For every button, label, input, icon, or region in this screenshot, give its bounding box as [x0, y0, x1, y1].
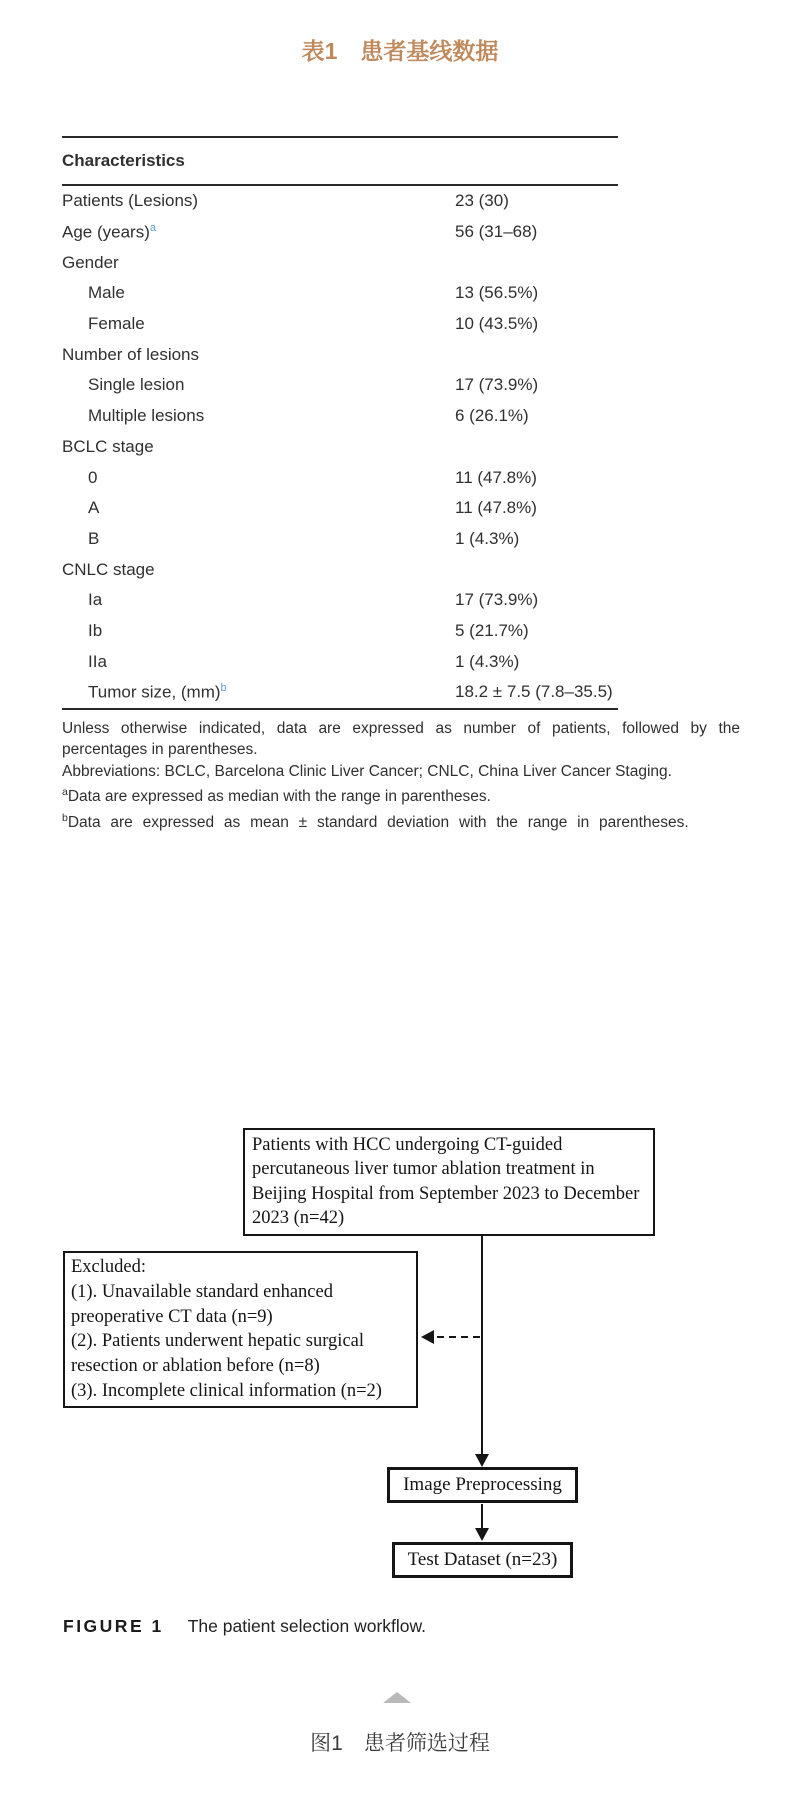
table-title-zh: 表1 患者基线数据	[301, 38, 499, 64]
table-footnote: $^b$Data are expressed as mean ± standard deviation with the range in parentheses.	[62, 811, 689, 831]
test-dataset-label: Test Dataset (n=23)	[407, 1549, 558, 1570]
excluded-items	[71, 1280, 410, 1404]
row-value: 11 (47.8%)	[455, 467, 537, 487]
row-value: 6 (26.1%)	[455, 406, 529, 426]
row-value: 18.2 ± 7.5 (7.8–35.5)	[455, 682, 613, 702]
table-row	[62, 646, 618, 677]
row-value: 23 (30)	[455, 191, 509, 211]
row-label: Age (years)$^a$	[62, 221, 156, 242]
figure-caption-text: The patient selection workflow.	[187, 1616, 427, 1636]
figure-caption-zh: 图1 患者筛选过程	[310, 1732, 490, 1755]
row-label: Multiple lesions	[88, 406, 205, 426]
table-row	[62, 370, 618, 401]
table-footnote: Abbreviations: BCLC, Barcelona Clinic Liver Cancer; CNLC, China Liver Cancer Staging.	[62, 762, 672, 780]
flow-arrowhead-down-1	[475, 1454, 489, 1467]
row-value: 13 (56.5%)	[455, 283, 539, 303]
table-row	[62, 309, 618, 340]
figure-caption-label: FIGURE 1	[63, 1616, 164, 1636]
table-footnote: $^a$Data are expressed as median with the range in parentheses.	[62, 786, 491, 806]
row-label: B	[88, 528, 100, 548]
row-label: A	[88, 498, 100, 518]
figure1-flowchart	[0, 1120, 800, 1600]
row-value: 17 (73.9%)	[455, 375, 539, 395]
row-value: 10 (43.5%)	[455, 314, 539, 334]
table-header-label: Characteristics	[62, 151, 185, 170]
table-row	[62, 677, 618, 708]
table-row	[62, 278, 618, 309]
row-label: Ib	[88, 620, 103, 640]
table-row	[62, 585, 618, 616]
row-label: Patients (Lesions)	[62, 191, 199, 211]
flow-box-test-dataset	[392, 1542, 573, 1578]
table-row	[62, 217, 618, 248]
footnote-marker: a	[62, 786, 68, 799]
table-row	[62, 401, 618, 432]
flow-box-excluded	[63, 1251, 418, 1408]
table-row	[62, 462, 618, 493]
table-footnote: Unless otherwise indicated, data are expressed as number of patients, followed by the percentages in parentheses.	[62, 720, 740, 759]
flow-box-patients	[243, 1128, 655, 1236]
collapse-triangle-icon[interactable]	[383, 1692, 411, 1703]
row-label: Single lesion	[88, 375, 185, 395]
row-label: IIa	[88, 651, 107, 671]
flow-box-image-preprocessing	[387, 1467, 578, 1503]
table-row	[62, 524, 618, 555]
table-row	[62, 432, 618, 463]
row-label: CNLC stage	[62, 559, 155, 579]
table-row	[62, 554, 618, 585]
row-value: 1 (4.3%)	[455, 651, 520, 671]
table-row	[62, 339, 618, 370]
row-label: BCLC stage	[62, 436, 154, 456]
row-footnote-marker: a	[149, 221, 156, 234]
table-header-row	[62, 136, 618, 186]
row-label: Ia	[88, 590, 103, 610]
row-value: 56 (31–68)	[455, 222, 538, 242]
row-value: 11 (47.8%)	[455, 498, 537, 518]
table-footnotes	[62, 718, 740, 833]
row-label: Male	[88, 283, 125, 303]
row-label: Number of lesions	[62, 344, 200, 364]
figure-caption	[63, 1616, 426, 1637]
footnote-marker: b	[62, 811, 68, 824]
excluded-item: (1). Unavailable standard enhanced preoperative CT data (n=9)	[71, 1281, 333, 1327]
row-label: Tumor size, (mm)$^b$	[88, 682, 227, 702]
flow-arrowhead-left	[421, 1330, 434, 1344]
table-row	[62, 616, 618, 647]
baseline-characteristics-table	[62, 136, 618, 710]
image-preprocessing-label: Image Preprocessing	[403, 1474, 562, 1495]
flow-arrowhead-down-2	[475, 1528, 489, 1541]
excluded-title: Excluded:	[71, 1257, 147, 1277]
row-value: 17 (73.9%)	[455, 590, 539, 610]
table-body	[62, 186, 618, 710]
excluded-item: (2). Patients underwent hepatic surgical resection or ablation before (n=8)	[71, 1331, 365, 1377]
row-value: 5 (21.7%)	[455, 620, 529, 640]
patients-box-text: Patients with HCC undergoing CT-guided percutaneous liver tumor ablation treatment in Beijing Hospital from September 2023 to December 2023 (n=42)	[252, 1135, 640, 1229]
excluded-item: (3). Incomplete clinical information (n=2)	[71, 1380, 382, 1401]
row-label: 0	[88, 467, 98, 487]
row-value: 1 (4.3%)	[455, 528, 520, 548]
row-label: Female	[88, 314, 145, 334]
table-row	[62, 186, 618, 217]
table-row	[62, 247, 618, 278]
row-label: Gender	[62, 252, 119, 272]
row-footnote-marker: b	[220, 682, 227, 695]
table-row	[62, 493, 618, 524]
